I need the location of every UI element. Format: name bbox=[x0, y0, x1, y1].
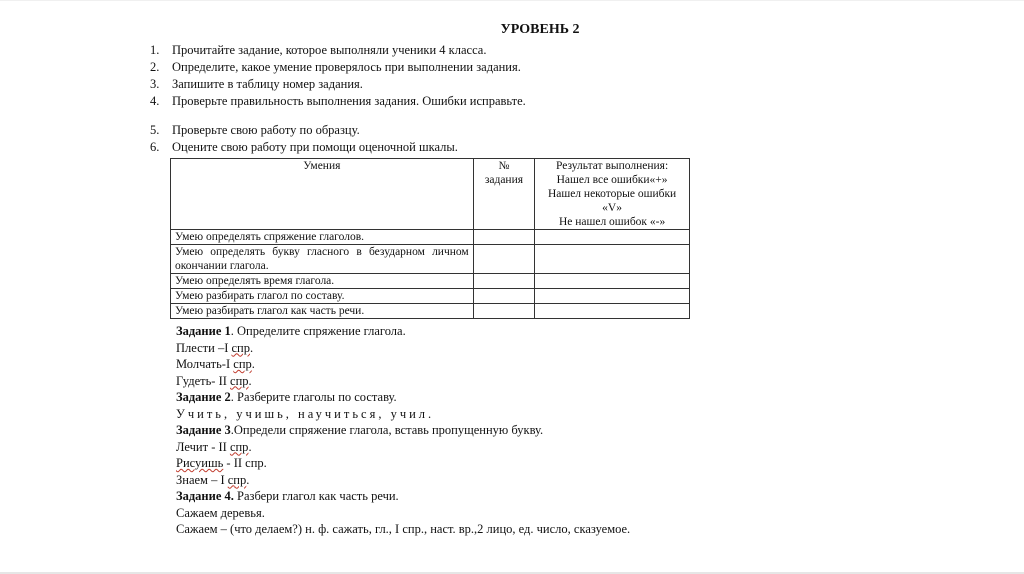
task-text: . Определите спряжение глагола. bbox=[230, 324, 406, 338]
result-cell[interactable] bbox=[535, 289, 690, 304]
table-row bbox=[171, 230, 690, 245]
answer-word: Молчать-I bbox=[176, 357, 234, 371]
skill-cell: Умею определять букву гласного в безударном личном окончании глагола. bbox=[171, 245, 474, 274]
task-number-cell[interactable] bbox=[473, 289, 534, 304]
answer-abbr: спр bbox=[230, 373, 249, 388]
answer-word: Знаем – I bbox=[176, 472, 228, 487]
result-cell[interactable] bbox=[535, 230, 690, 245]
task-4-sentence: Сажаем деревья. bbox=[176, 505, 265, 520]
instruction-text: Прочитайте задание, которое выполняли ученики 4 класса. bbox=[172, 43, 487, 57]
task-3-answer bbox=[176, 472, 870, 489]
instruction-item bbox=[150, 42, 870, 59]
task-2-heading bbox=[176, 389, 870, 406]
task-label: Задание 1 bbox=[176, 324, 231, 338]
instruction-text: Проверьте правильность выполнения задания. Ошибки исправьте. bbox=[172, 94, 526, 108]
task-1-heading bbox=[176, 323, 870, 340]
instruction-number: 5. bbox=[150, 123, 160, 137]
instruction-number: 4. bbox=[150, 94, 160, 108]
result-line: Результат выполнения: bbox=[556, 160, 669, 172]
table-row bbox=[171, 304, 690, 319]
answer-tail: - II спр. bbox=[223, 456, 267, 470]
instruction-text: Определите, какое умение проверялось при выполнении задания. bbox=[172, 60, 521, 74]
spacer bbox=[150, 110, 870, 122]
instruction-item bbox=[150, 59, 870, 76]
answer-abbr: спр bbox=[229, 439, 249, 454]
instruction-text: Проверьте свою работу по образцу. bbox=[172, 123, 360, 137]
answer-abbr: спр bbox=[227, 472, 247, 487]
task-number-cell[interactable] bbox=[473, 230, 534, 245]
table-header-row bbox=[171, 159, 690, 230]
task-label: Задание 3 bbox=[176, 423, 231, 437]
skill-cell: Умею разбирать глагол по составу. bbox=[171, 289, 474, 304]
answer-tail: . bbox=[248, 373, 252, 388]
task-number-cell[interactable] bbox=[473, 274, 534, 289]
answer-abbr: спр bbox=[231, 340, 250, 355]
answer-word: Рисуишь bbox=[176, 456, 224, 470]
task-text: Разбери глагол как часть речи. bbox=[233, 489, 399, 503]
task-text: . Разберите глаголы по составу. bbox=[230, 390, 397, 404]
instruction-number: 6. bbox=[150, 140, 160, 154]
task-1-answer bbox=[176, 340, 870, 357]
instruction-item bbox=[150, 93, 870, 110]
instruction-number: 3. bbox=[150, 77, 160, 91]
tasks-section bbox=[176, 323, 870, 538]
header-num-symbol: № bbox=[498, 160, 510, 172]
task-4-analysis: Сажаем – (что делаем?) н. ф. сажать, гл., I спр., наст. вр.,2 лицо, ед. число, сказуемое. bbox=[176, 522, 631, 536]
table-row bbox=[171, 274, 690, 289]
answer-tail: . bbox=[251, 357, 255, 371]
task-3-heading bbox=[176, 422, 870, 439]
document-page bbox=[150, 22, 870, 538]
skill-cell: Умею разбирать глагол как часть речи. bbox=[171, 304, 474, 319]
result-cell[interactable] bbox=[535, 304, 690, 319]
result-cell[interactable] bbox=[535, 274, 690, 289]
header-result bbox=[535, 159, 690, 230]
instruction-item bbox=[150, 76, 870, 93]
instructions-list-b bbox=[150, 122, 870, 156]
instruction-number: 1. bbox=[150, 43, 160, 57]
answer-tail: . bbox=[248, 439, 252, 454]
answer-word: Лечит - II bbox=[176, 439, 230, 454]
instruction-item bbox=[150, 139, 870, 156]
task-label: Задание 4. bbox=[176, 489, 234, 503]
task-3-answer bbox=[176, 455, 870, 472]
skill-cell: Умею определять спряжение глаголов. bbox=[171, 230, 474, 245]
task-label: Задание 2 bbox=[176, 390, 231, 404]
instruction-text: Запишите в таблицу номер задания. bbox=[172, 77, 363, 91]
table-row bbox=[171, 245, 690, 274]
header-num-word: задания bbox=[484, 174, 524, 186]
task-number-cell[interactable] bbox=[473, 304, 534, 319]
result-cell[interactable] bbox=[535, 245, 690, 274]
task-1-answer bbox=[176, 373, 870, 390]
skills-table bbox=[170, 158, 690, 319]
header-skills: Умения bbox=[171, 159, 474, 230]
task-2-words: Учить, учишь, научиться, учил. bbox=[176, 406, 435, 421]
instruction-text: Оцените свою работу при помощи оценочной шкалы. bbox=[172, 140, 458, 154]
task-4-heading bbox=[176, 488, 870, 505]
task-3-answer bbox=[176, 439, 870, 456]
page-title: УРОВЕНЬ 2 bbox=[500, 22, 580, 37]
header-task-number bbox=[473, 159, 534, 230]
answer-tail: . bbox=[246, 472, 250, 487]
instruction-item bbox=[150, 122, 870, 139]
result-line: Не нашел ошибок «-» bbox=[558, 216, 666, 228]
answer-word: Гудеть- II bbox=[176, 373, 231, 388]
table-row bbox=[171, 289, 690, 304]
skill-cell: Умею определять время глагола. bbox=[171, 274, 474, 289]
task-number-cell[interactable] bbox=[473, 245, 534, 274]
instructions-list-a bbox=[150, 42, 870, 110]
result-line: Нашел все ошибки«+» bbox=[556, 174, 668, 186]
task-1-answer bbox=[176, 356, 870, 373]
answer-word: Плести –I bbox=[176, 340, 232, 355]
answer-abbr: спр bbox=[233, 357, 252, 371]
task-text: .Определи спряжение глагола, вставь пропущенную букву. bbox=[230, 423, 544, 437]
instruction-number: 2. bbox=[150, 60, 160, 74]
result-line: Нашел некоторые ошибки «V» bbox=[547, 188, 677, 214]
answer-tail: . bbox=[250, 340, 254, 355]
